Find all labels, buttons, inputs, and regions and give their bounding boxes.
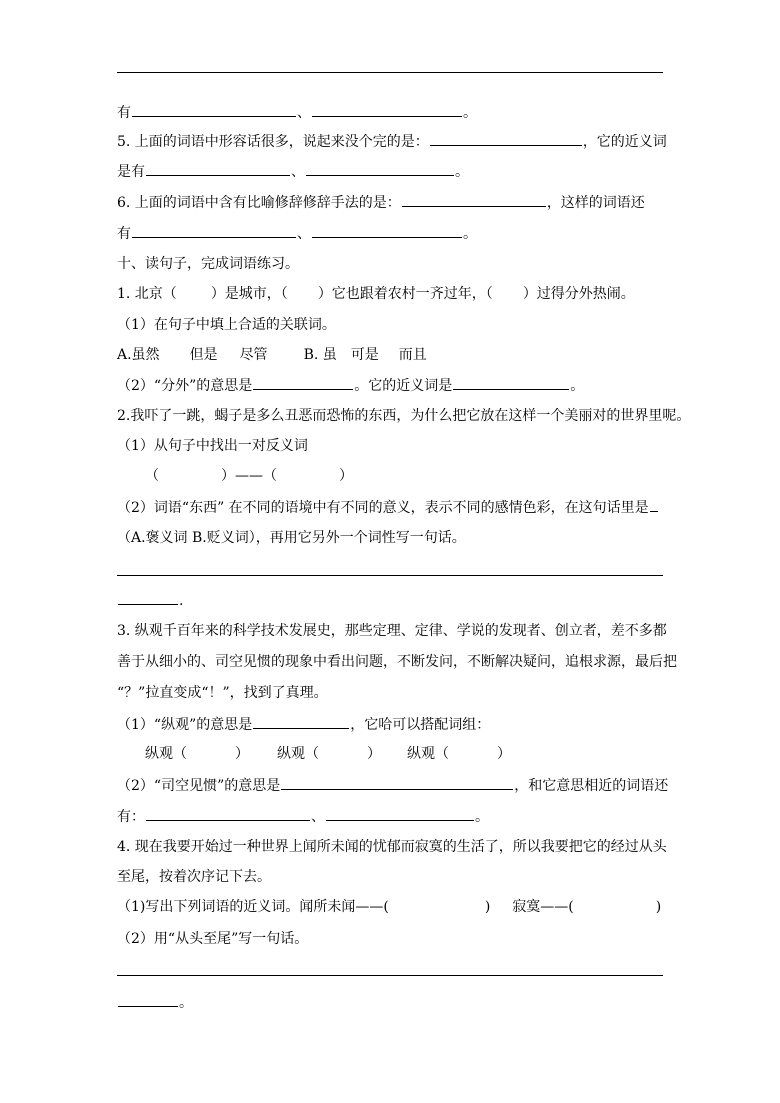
sub-question: （2）词语“东西” 在不同的语境中有不同的意义，表示不同的感情色彩，在这句话里是 [117,497,659,518]
line-1: 有 、 。 [117,102,477,123]
antonym-pair: （ ）——（ ） [145,468,353,484]
header-rule [117,72,663,73]
writing-line[interactable] [117,575,663,576]
paragraph-3: 3. 纵观千百年来的科学技术发展史，那些定理、定律、学说的发现者、创立者，差不多都 [117,623,667,639]
short-writing-line: 。 [117,992,193,1013]
answer-blank[interactable] [118,992,178,1007]
question-5: 5. 上面的词语中形容话很多，说起来没个完的是： ，它的近义词 [117,131,667,152]
sentence-1: 1. 北京（ ）是城市，（ ）它也跟着农村一齐过年，（ ）过得分外热闹。 [117,286,635,302]
answer-blank[interactable] [253,375,353,390]
answer-blank[interactable] [132,102,296,117]
sentence-2: 2.我吓了一跳，蝎子是多么丑恶而恐怖的东西，为什么把它放在这样一个美丽对的世界里呢。 [117,408,691,424]
section-ten-title: 十、读句子，完成词语练习。 [117,256,299,272]
answer-blank[interactable] [132,223,296,238]
answer-blank[interactable] [402,192,546,207]
answer-blank[interactable] [306,161,454,176]
options-row: A.虽然 但是 尽管 B. 虽 可是 而且 [117,347,427,363]
answer-blank[interactable] [430,131,582,146]
paragraph-3: 善于从细小的、司空见惯的现象中看出问题，不断发问，不断解决疑问，追根求源，最后把 [117,654,677,670]
short-writing-line: . [117,590,183,611]
sub-question: （2）“分外”的意思是 。它的近义词是 。 [117,375,584,396]
answer-blank[interactable] [146,806,310,821]
answer-blank[interactable] [453,375,569,390]
sub-question: （1）“纵观”的意思是 ，它哈可以搭配词组： [117,714,490,735]
answer-blank[interactable] [146,161,290,176]
sub-question: （A.褒义词 B.贬义词），再用它另外一个词性写一句话。 [117,530,466,546]
answer-blank[interactable] [253,714,349,729]
line-23: 有： 、 。 [117,806,489,827]
paragraph-4: 至尾，按着次序记下去。 [117,869,271,885]
answer-blank[interactable] [118,590,178,605]
sub-question: （2）“司空见惯”的意思是 ，和它意思相近的词语还 [117,775,668,796]
answer-blank[interactable] [326,806,474,821]
paragraph-3: “？”拉直变成“！”，找到了真理。 [117,685,328,701]
answer-blank[interactable] [650,497,658,512]
answer-blank[interactable] [312,102,462,117]
sub-question: （1）从句子中找出一对反义词 [117,438,308,454]
answer-blank[interactable] [312,223,462,238]
writing-line[interactable] [117,975,663,976]
paragraph-4: 4. 现在我要开始过一种世界上闻所未闻的忧郁而寂寞的生活了，所以我要把它的经过从头 [117,839,667,855]
sub-question: （1)写出下列词语的近义词。闻所未闻——( ) 寂寞——( ) [117,899,662,915]
sub-question: （1）在句子中填上合适的关联词。 [117,317,336,333]
phrase-row: 纵观（ ） 纵观（ ） 纵观（ ） [145,746,511,762]
line-3: 是有 、 。 [117,161,469,182]
sub-question: （2）用“从头至尾”写一句话。 [117,931,309,947]
question-6: 6. 上面的词语中含有比喻修辞修辞手法的是： ，这样的词语还 [117,192,645,213]
line-5: 有 、 。 [117,223,477,244]
answer-blank[interactable] [281,775,513,790]
